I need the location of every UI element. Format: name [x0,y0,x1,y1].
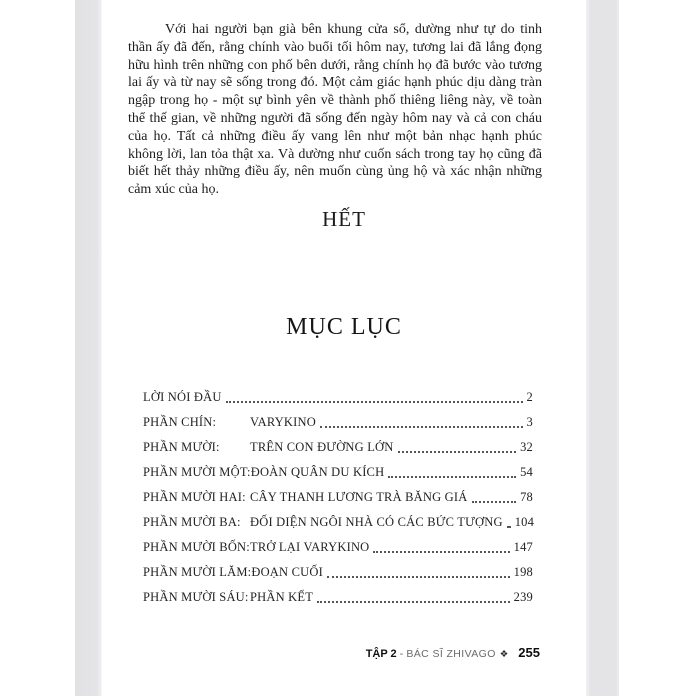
toc-entry-page-number: 32 [520,440,533,454]
toc-dot-leader [369,535,513,560]
toc-row [143,385,533,410]
toc-entry-label: PHẦN MƯỜI: [143,440,220,454]
toc-entry-page-number: 78 [520,490,533,504]
toc-row [143,410,533,435]
toc-entry-title: ĐOẠN CUỐI [251,565,323,579]
table-of-contents [143,385,533,610]
toc-entry-title: VARYKINO [250,415,316,429]
toc-entry-label: PHẦN MƯỜI BA: [143,515,241,529]
toc-dot-leader [503,510,515,535]
page-footer [366,645,540,660]
toc-entry-label: PHẦN MƯỜI HAI: [143,490,246,504]
toc-entry-label: LỜI NÓI ĐẦU [143,390,222,404]
toc-entry-title: CÂY THANH LƯƠNG TRÀ BĂNG GIÁ [250,490,468,504]
toc-entry-title: ĐOÀN QUÂN DU KÍCH [250,465,385,479]
toc-entry-page-number: 104 [514,515,535,529]
toc-dot-leader [316,410,527,435]
toc-dot-leader [384,460,520,485]
photo-edge-strip-left [75,0,102,696]
toc-row [143,560,533,585]
toc-entry-label: PHẦN MƯỜI SÁU: [143,590,249,604]
footer-volume: TẬP 2 [365,648,397,660]
toc-entry-title: PHẦN KẾT [250,590,314,604]
toc-row [143,460,533,485]
toc-row [143,435,533,460]
toc-entry-page-number: 147 [513,540,533,554]
toc-dot-leader [323,560,514,585]
toc-entry-title: TRỞ LẠI VARYKINO [250,540,370,554]
toc-row [143,535,533,560]
toc-entry-title: TRÊN CON ĐƯỜNG LỚN [250,440,394,454]
toc-entry-page-number: 2 [526,390,533,404]
toc-entry-page-number: 198 [513,565,533,579]
toc-dot-leader [468,485,521,510]
ornament-diamond-icon: ❖ [499,649,509,660]
toc-row [143,585,533,610]
toc-dot-leader [222,385,527,410]
toc-entry-title: ĐỐI DIỆN NGÔI NHÀ CÓ CÁC BỨC TƯỢNG [250,515,503,529]
toc-dot-leader [313,585,514,610]
toc-entry-page-number: 3 [526,415,533,429]
photo-edge-strip-right [586,0,619,696]
toc-entry-page-number: 54 [520,465,533,479]
toc-dot-leader [394,435,521,460]
toc-row [143,485,533,510]
footer-book-title: BÁC SĨ ZHIVAGO [406,648,496,660]
end-marker: HẾT [322,207,366,231]
toc-heading: MỤC LỤC [286,314,402,340]
footer-separator: - [399,648,404,660]
toc-entry-label: PHẦN MƯỜI LĂM: [143,565,252,579]
closing-paragraph: Với hai người bạn già bên khung cửa sổ, dường như tự do tinh thần ấy đã đến, rằng chính vào buổi tối hôm nay, tương lai đã lắng đọng hữu hình trên những con phố bên dưới, rằng chính họ đã bước vào tương lai ấy và từ nay sẽ sống trong đó. Một cảm giác hạnh phúc dịu dàng tràn ngập trong họ - một sự bình yên về thành phố thiêng liêng này, về toàn thể thế gian, về những người đã sống đến ngày hôm nay và cả con cháu của họ. Tất cả những điều ấy vang lên như một bản nhạc hạnh phúc không lời, lan tỏa thật xa. Và dường như cuốn sách trong tay họ cũng đã biết hết thảy những điều ấy, nên muốn cùng ủng hộ và xác nhận những cảm xúc của họ. [128,22,542,198]
toc-entry-label: PHẦN MƯỜI BỐN: [143,540,250,554]
toc-entry-label: PHẦN CHÍN: [143,415,217,429]
toc-entry-label: PHẦN MƯỜI MỘT: [143,465,251,479]
footer-page-number: 255 [518,645,540,660]
toc-entry-page-number: 239 [513,590,533,604]
book-page [102,0,586,696]
toc-row [143,510,533,535]
